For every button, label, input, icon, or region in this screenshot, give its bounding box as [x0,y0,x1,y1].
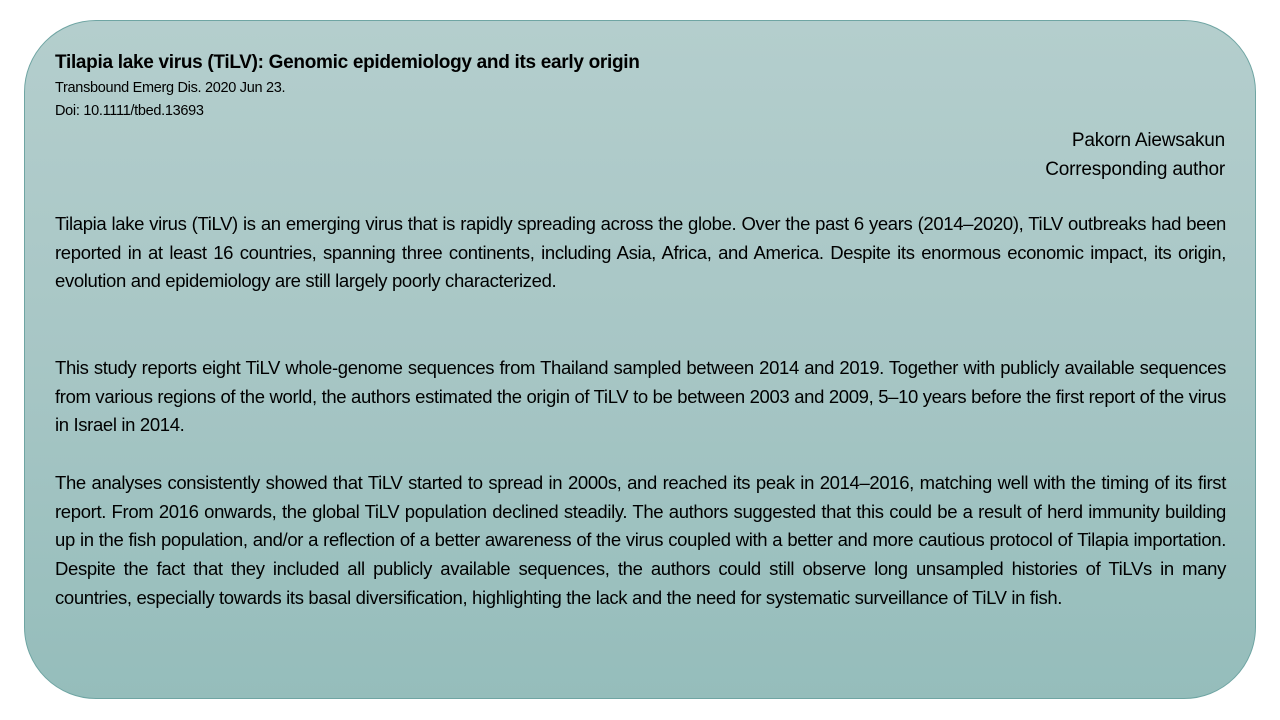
journal-citation: Transbound Emerg Dis. 2020 Jun 23. [55,80,286,96]
author-role: Corresponding author [1045,159,1225,180]
paragraph-findings: The analyses consistently showed that TiLV started to spread in 2000s, and reached its peak in 2014–2016, matching well with the timing of its first report. From 2016 onwards, the global TiLV population declined steadily. The authors suggested that this could be a result of herd immunity building up in the fish population, and/or a reflection of a better awareness of the virus coupled with a better and more cautious protocol of Tilapia importation. Despite the fact that they included all publicly available sequences, the authors could still observe long unsampled histories of TiLVs in many countries, especially towards its basal diversification, highlighting the lack and the need for systematic surveillance of TiLV in fish. [55,472,1226,608]
doi-text: Doi: 10.1111/tbed.13693 [55,103,204,119]
article-title: Tilapia lake virus (TiLV): Genomic epidemiology and its early origin [55,52,640,73]
paragraph-study: This study reports eight TiLV whole-genome sequences from Thailand sampled between 2014 and 2019. Together with publicly available sequences from various regions of the world, the authors estimated the origin of TiLV to be between 2003 and 2009, 5–10 years before the first report of the virus in Israel in 2014. [55,357,1226,436]
paragraph-background: Tilapia lake virus (TiLV) is an emerging virus that is rapidly spreading across the globe. Over the past 6 years (2014–2020), TiLV outbreaks had been reported in at least 16 countries, spanning three continents, including Asia, Africa, and America. Despite its enormous economic impact, its origin, evolution and epidemiology are still largely poorly characterized. [55,213,1226,292]
author-name: Pakorn Aiewsakun [1071,130,1225,151]
author-block [1045,126,1225,184]
